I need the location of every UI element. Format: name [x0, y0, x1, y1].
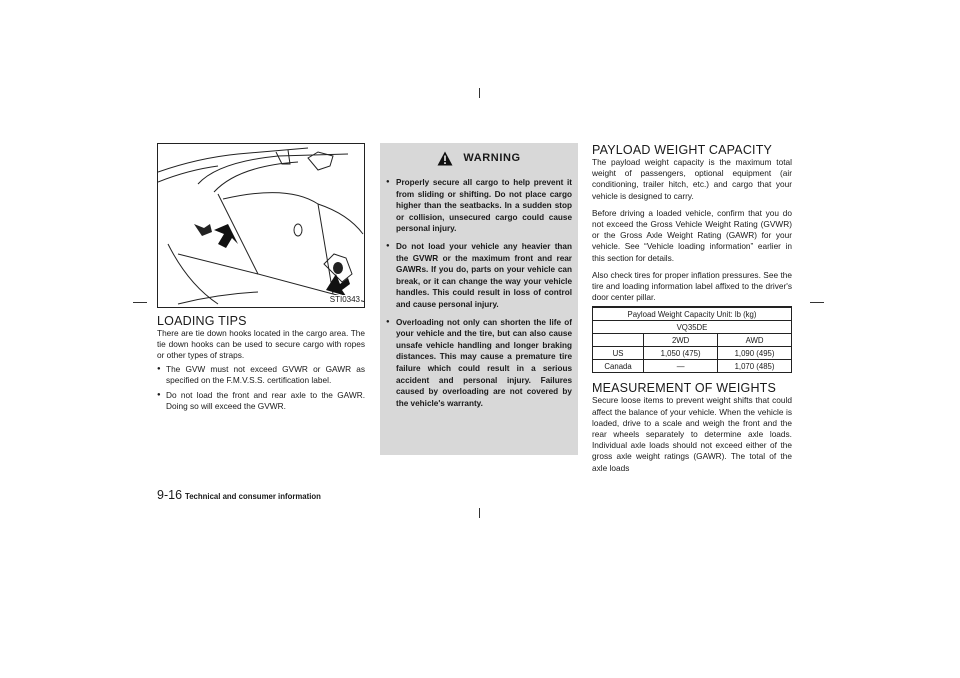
column-left	[157, 143, 365, 416]
table-caption: Payload Weight Capacity Unit: lb (kg)	[593, 307, 792, 321]
crop-mark-top	[479, 88, 480, 98]
crop-mark-left	[133, 302, 147, 303]
payload-paragraph: Before driving a loaded vehicle, confirm that you do not exceed the Gross Vehicle Weight Rating (GVWR) or the Gross Axle Weight Rating (GAWR) for your vehicle. See “Vehicle loading information” earlier in this section for details.	[592, 207, 792, 263]
cargo-area-illustration	[157, 143, 365, 308]
table-cell: 1,050 (475)	[644, 347, 718, 360]
table-cell: Canada	[593, 360, 644, 373]
list-item: ● Properly secure all cargo to help prevent it from sliding or shifting. Do not place cargo higher than the seatbacks. In a sudden stop or collision, unsecured cargo could cause personal injury.	[386, 177, 572, 235]
table-header-cell: 2WD	[644, 334, 718, 347]
column-middle	[380, 143, 578, 455]
table-row	[593, 360, 792, 373]
payload-table	[592, 306, 792, 373]
list-item: ● Overloading not only can shorten the life of your vehicle and the tire, but can also cause unsafe vehicle handling and longer braking distances. This may cause a premature tire failure which could result in a serious accident and personal injury. Failures caused by overloading are not covered by the vehicle's warranty.	[386, 317, 572, 410]
crop-mark-right	[810, 302, 824, 303]
table-cell: US	[593, 347, 644, 360]
warning-box	[380, 143, 578, 455]
table-cell: 1,090 (495)	[718, 347, 792, 360]
cargo-hooks-drawing	[158, 144, 365, 308]
page-number: 9-16	[157, 488, 183, 502]
loading-tips-intro: There are tie down hooks located in the cargo area. The tie down hooks can be used to secure cargo with ropes or other types of straps.	[157, 328, 365, 361]
table-header-cell: AWD	[718, 334, 792, 347]
column-right	[592, 143, 792, 474]
table-row	[593, 347, 792, 360]
section-name: Technical and consumer information	[185, 492, 321, 501]
figure-label: STI0343	[329, 295, 360, 304]
table-header-cell	[593, 334, 644, 347]
warning-triangle-icon	[437, 151, 453, 166]
table-cell: —	[644, 360, 718, 373]
payload-paragraph: The payload weight capacity is the maximum total weight of passengers, optional equipment (air conditioning, trailer hitch, etc.) and cargo that your vehicle is designed to carry.	[592, 157, 792, 201]
pointer-arrows-icon	[214, 224, 350, 296]
list-item: ● Do not load your vehicle any heavier than the GVWR or the maximum front and rear GAWRs. If you do, parts on your vehicle can break, or it can change the way your vehicle handles. This could result in loss of control and cause personal injury.	[386, 241, 572, 311]
list-item: ● Do not load the front and rear axle to the GAWR. Doing so will exceed the GVWR.	[157, 390, 365, 412]
warning-list	[386, 177, 572, 409]
loading-tips-title: LOADING TIPS	[157, 314, 247, 328]
loading-tips-list	[157, 364, 365, 413]
measurement-text: Secure loose items to prevent weight shifts that could affect the balance of your vehicle. When the vehicle is loaded, drive to a scale and weigh the front and the rear wheels separately to determine axle loads. Individual axle loads should not exceed either of the gross axle weight ratings (GAWR). The total of the axle loads	[592, 395, 792, 473]
crop-mark-bottom	[479, 508, 480, 518]
warning-header	[386, 147, 572, 169]
list-item: ● The GVW must not exceed GVWR or GAWR as specified on the F.M.V.S.S. certification label.	[157, 364, 365, 386]
warning-title: WARNING	[463, 152, 521, 164]
table-cell: 1,070 (485)	[718, 360, 792, 373]
table-engine: VQ35DE	[593, 321, 792, 334]
payload-paragraph: Also check tires for proper inflation pressures. See the tire and loading information label affixed to the driver's door center pillar.	[592, 269, 792, 303]
page-footer	[157, 488, 321, 502]
measurement-title: MEASUREMENT OF WEIGHTS	[592, 381, 777, 396]
payload-title: PAYLOAD WEIGHT CAPACITY	[592, 143, 773, 157]
table-header-row	[593, 334, 792, 347]
